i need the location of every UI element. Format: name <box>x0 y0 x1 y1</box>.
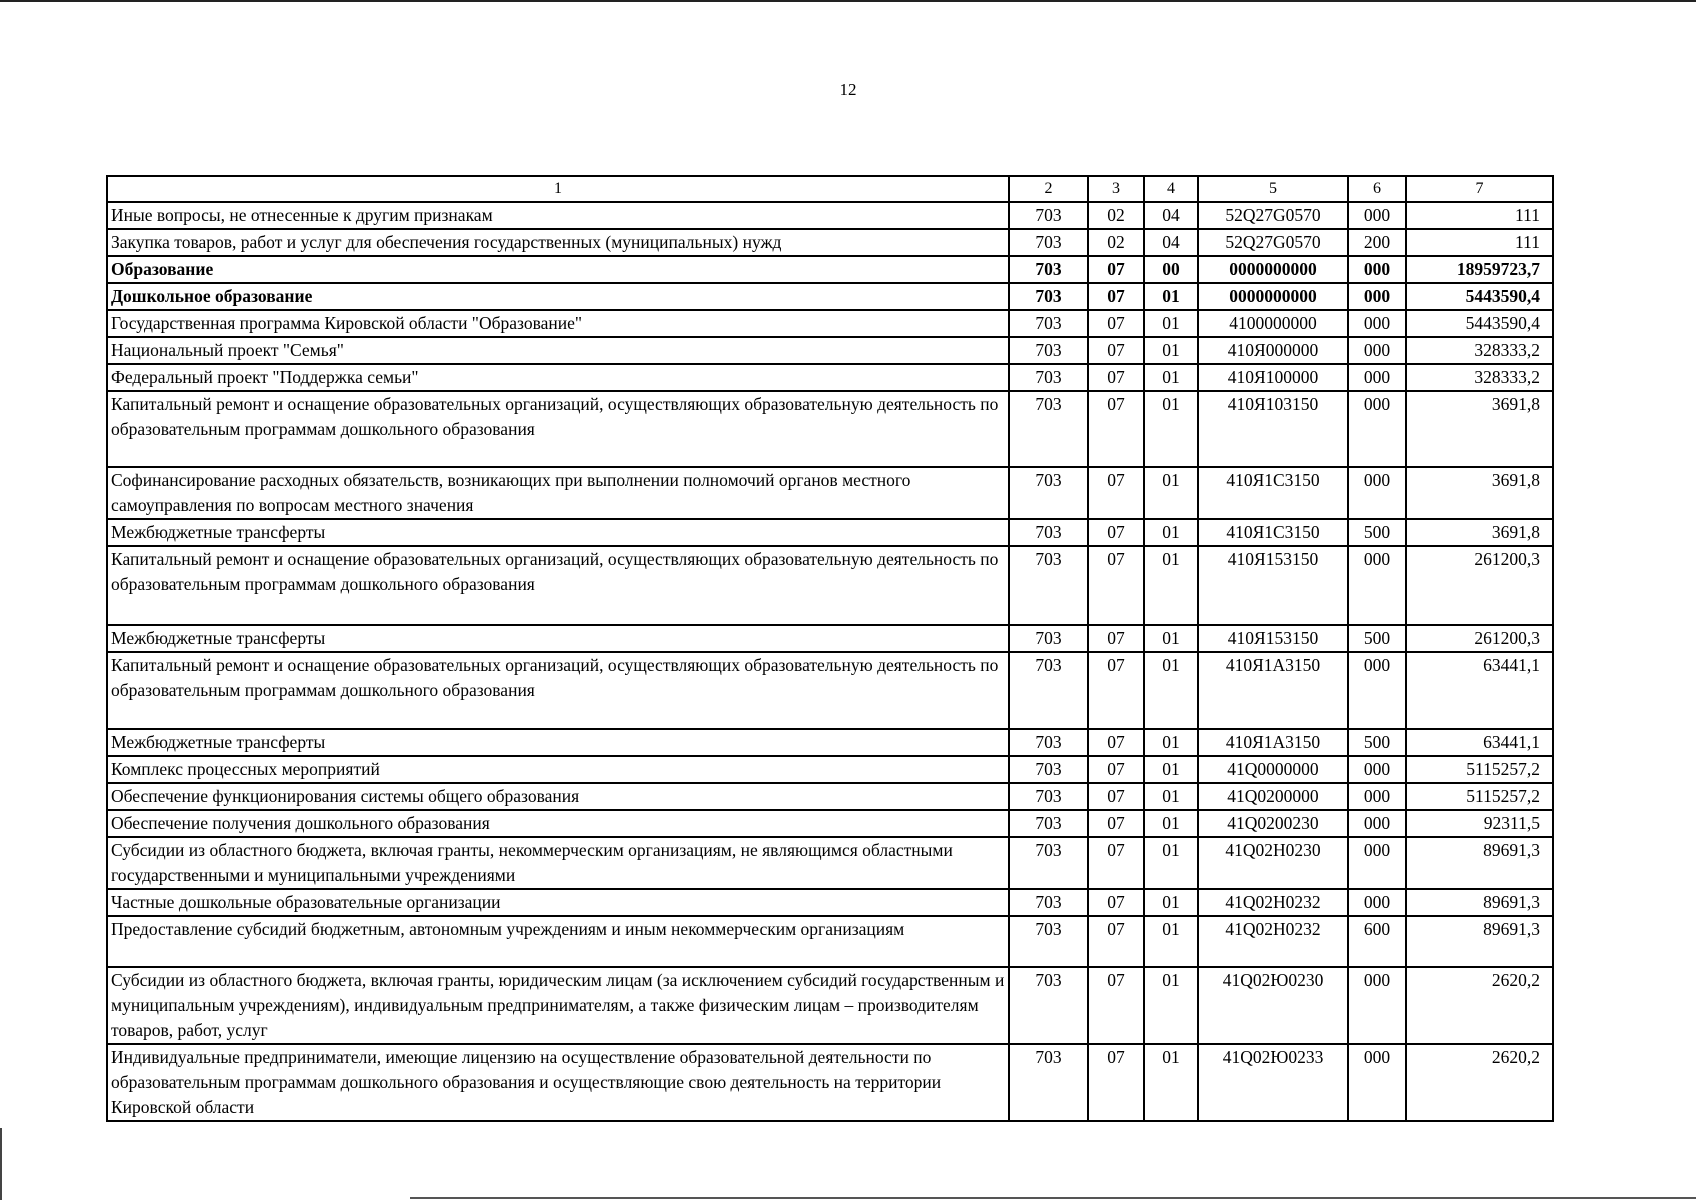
row-target-article-cell: 410Я000000 <box>1198 337 1348 364</box>
row-ved-cell: 703 <box>1009 310 1088 337</box>
row-expense-type-cell: 000 <box>1348 837 1406 889</box>
header-col-7: 7 <box>1406 176 1553 202</box>
row-subsection-cell: 00 <box>1144 256 1198 283</box>
row-subsection-cell: 04 <box>1144 202 1198 229</box>
row-amount-cell: 3691,8 <box>1406 519 1553 546</box>
row-expense-type-cell: 000 <box>1348 310 1406 337</box>
row-amount-cell: 89691,3 <box>1406 916 1553 967</box>
row-name-cell: Обеспечение получения дошкольного образования <box>107 810 1009 837</box>
row-name-cell: Субсидии из областного бюджета, включая гранты, юридическим лицам (за исключением субсидий государственным и муниципальным учреждениям), индивидуальным предпринимателям, а также физическим лицам – производителям товаров, работ, услуг <box>107 967 1009 1044</box>
scan-edge-top <box>0 0 1696 2</box>
row-section-cell: 07 <box>1088 889 1144 916</box>
row-ved-cell: 703 <box>1009 391 1088 467</box>
row-subsection-cell: 01 <box>1144 837 1198 889</box>
table-row <box>107 810 1553 837</box>
row-subsection-cell: 01 <box>1144 810 1198 837</box>
row-expense-type-cell: 000 <box>1348 889 1406 916</box>
row-amount-cell: 3691,8 <box>1406 391 1553 467</box>
row-expense-type-cell: 000 <box>1348 283 1406 310</box>
page-number: 12 <box>839 80 857 99</box>
row-amount-cell: 328333,2 <box>1406 337 1553 364</box>
row-target-article-cell: 410Я100000 <box>1198 364 1348 391</box>
row-target-article-cell: 0000000000 <box>1198 283 1348 310</box>
row-amount-cell: 5115257,2 <box>1406 783 1553 810</box>
row-subsection-cell: 01 <box>1144 310 1198 337</box>
table-row <box>107 467 1553 519</box>
row-name-cell: Дошкольное образование <box>107 283 1009 310</box>
table-row <box>107 729 1553 756</box>
row-amount-cell: 111 <box>1406 202 1553 229</box>
header-col-3: 3 <box>1088 176 1144 202</box>
row-amount-cell: 5443590,4 <box>1406 310 1553 337</box>
row-name-cell: Капитальный ремонт и оснащение образовательных организаций, осуществляющих образовательную деятельность по образовательным программам дошкольного образования <box>107 546 1009 625</box>
row-name-cell: Комплекс процессных мероприятий <box>107 756 1009 783</box>
header-col-5: 5 <box>1198 176 1348 202</box>
row-amount-cell: 5443590,4 <box>1406 283 1553 310</box>
row-amount-cell: 261200,3 <box>1406 546 1553 625</box>
table-row <box>107 783 1553 810</box>
row-subsection-cell: 01 <box>1144 756 1198 783</box>
budget-table <box>106 175 1554 1122</box>
row-ved-cell: 703 <box>1009 202 1088 229</box>
row-section-cell: 07 <box>1088 625 1144 652</box>
row-section-cell: 07 <box>1088 364 1144 391</box>
header-col-2: 2 <box>1009 176 1088 202</box>
row-amount-cell: 92311,5 <box>1406 810 1553 837</box>
table-row <box>107 889 1553 916</box>
row-subsection-cell: 01 <box>1144 652 1198 729</box>
row-expense-type-cell: 600 <box>1348 916 1406 967</box>
row-name-cell: Индивидуальные предприниматели, имеющие лицензию на осуществление образовательной деятельности по образовательным программам дошкольного образования и осуществляющие свою деятельность на территории Кировской области <box>107 1044 1009 1121</box>
table-row <box>107 256 1553 283</box>
row-ved-cell: 703 <box>1009 652 1088 729</box>
row-section-cell: 07 <box>1088 391 1144 467</box>
row-amount-cell: 18959723,7 <box>1406 256 1553 283</box>
row-expense-type-cell: 200 <box>1348 229 1406 256</box>
row-subsection-cell: 01 <box>1144 364 1198 391</box>
table-row <box>107 652 1553 729</box>
row-expense-type-cell: 000 <box>1348 546 1406 625</box>
row-name-cell: Межбюджетные трансферты <box>107 625 1009 652</box>
row-ved-cell: 703 <box>1009 519 1088 546</box>
row-target-article-cell: 4100000000 <box>1198 310 1348 337</box>
row-target-article-cell: 410Я1С3150 <box>1198 467 1348 519</box>
row-expense-type-cell: 000 <box>1348 337 1406 364</box>
row-section-cell: 07 <box>1088 967 1144 1044</box>
row-amount-cell: 3691,8 <box>1406 467 1553 519</box>
row-name-cell: Межбюджетные трансферты <box>107 729 1009 756</box>
table-row <box>107 837 1553 889</box>
row-amount-cell: 328333,2 <box>1406 364 1553 391</box>
table-body <box>107 202 1553 1121</box>
row-subsection-cell: 04 <box>1144 229 1198 256</box>
row-target-article-cell: 410Я1А3150 <box>1198 652 1348 729</box>
table-row <box>107 1044 1553 1121</box>
row-ved-cell: 703 <box>1009 467 1088 519</box>
row-section-cell: 07 <box>1088 756 1144 783</box>
table-row <box>107 625 1553 652</box>
row-section-cell: 07 <box>1088 467 1144 519</box>
row-expense-type-cell: 000 <box>1348 652 1406 729</box>
row-section-cell: 07 <box>1088 810 1144 837</box>
row-section-cell: 07 <box>1088 729 1144 756</box>
row-name-cell: Предоставление субсидий бюджетным, автономным учреждениям и иным некоммерческим организациям <box>107 916 1009 967</box>
row-target-article-cell: 0000000000 <box>1198 256 1348 283</box>
row-subsection-cell: 01 <box>1144 283 1198 310</box>
row-section-cell: 07 <box>1088 1044 1144 1121</box>
row-ved-cell: 703 <box>1009 337 1088 364</box>
row-subsection-cell: 01 <box>1144 889 1198 916</box>
row-expense-type-cell: 500 <box>1348 519 1406 546</box>
row-expense-type-cell: 000 <box>1348 467 1406 519</box>
row-ved-cell: 703 <box>1009 229 1088 256</box>
table-row <box>107 283 1553 310</box>
header-col-1: 1 <box>107 176 1009 202</box>
row-target-article-cell: 41Q02Н0232 <box>1198 916 1348 967</box>
row-ved-cell: 703 <box>1009 916 1088 967</box>
row-subsection-cell: 01 <box>1144 916 1198 967</box>
scan-edge-left <box>0 1128 2 1200</box>
table-row <box>107 202 1553 229</box>
row-subsection-cell: 01 <box>1144 337 1198 364</box>
row-section-cell: 07 <box>1088 337 1144 364</box>
row-target-article-cell: 52Q27G0570 <box>1198 229 1348 256</box>
row-subsection-cell: 01 <box>1144 1044 1198 1121</box>
row-ved-cell: 703 <box>1009 756 1088 783</box>
row-amount-cell: 89691,3 <box>1406 889 1553 916</box>
row-target-article-cell: 410Я153150 <box>1198 625 1348 652</box>
row-name-cell: Иные вопросы, не отнесенные к другим признакам <box>107 202 1009 229</box>
row-section-cell: 07 <box>1088 283 1144 310</box>
row-ved-cell: 703 <box>1009 256 1088 283</box>
table-row <box>107 310 1553 337</box>
row-target-article-cell: 41Q02Ю0233 <box>1198 1044 1348 1121</box>
row-target-article-cell: 410Я103150 <box>1198 391 1348 467</box>
row-section-cell: 07 <box>1088 256 1144 283</box>
row-section-cell: 07 <box>1088 837 1144 889</box>
row-target-article-cell: 41Q02Ю0230 <box>1198 967 1348 1044</box>
row-expense-type-cell: 000 <box>1348 783 1406 810</box>
row-target-article-cell: 410Я153150 <box>1198 546 1348 625</box>
row-section-cell: 07 <box>1088 519 1144 546</box>
row-amount-cell: 89691,3 <box>1406 837 1553 889</box>
row-target-article-cell: 41Q02Н0232 <box>1198 889 1348 916</box>
row-subsection-cell: 01 <box>1144 546 1198 625</box>
row-expense-type-cell: 000 <box>1348 1044 1406 1121</box>
row-expense-type-cell: 000 <box>1348 756 1406 783</box>
row-amount-cell: 5115257,2 <box>1406 756 1553 783</box>
row-ved-cell: 703 <box>1009 967 1088 1044</box>
row-ved-cell: 703 <box>1009 889 1088 916</box>
row-section-cell: 07 <box>1088 652 1144 729</box>
header-col-6: 6 <box>1348 176 1406 202</box>
scan-edge-bottom <box>410 1197 1696 1199</box>
table-row <box>107 391 1553 467</box>
table-row <box>107 229 1553 256</box>
row-name-cell: Образование <box>107 256 1009 283</box>
row-target-article-cell: 41Q0200000 <box>1198 783 1348 810</box>
row-amount-cell: 63441,1 <box>1406 729 1553 756</box>
row-name-cell: Межбюджетные трансферты <box>107 519 1009 546</box>
row-target-article-cell: 41Q0000000 <box>1198 756 1348 783</box>
table-row <box>107 967 1553 1044</box>
row-subsection-cell: 01 <box>1144 783 1198 810</box>
table-row <box>107 364 1553 391</box>
row-expense-type-cell: 000 <box>1348 256 1406 283</box>
row-expense-type-cell: 000 <box>1348 202 1406 229</box>
row-amount-cell: 63441,1 <box>1406 652 1553 729</box>
row-target-article-cell: 410Я1С3150 <box>1198 519 1348 546</box>
row-section-cell: 07 <box>1088 916 1144 967</box>
row-ved-cell: 703 <box>1009 283 1088 310</box>
row-name-cell: Капитальный ремонт и оснащение образовательных организаций, осуществляющих образовательную деятельность по образовательным программам дошкольного образования <box>107 652 1009 729</box>
row-target-article-cell: 410Я1А3150 <box>1198 729 1348 756</box>
row-expense-type-cell: 000 <box>1348 967 1406 1044</box>
row-subsection-cell: 01 <box>1144 729 1198 756</box>
row-subsection-cell: 01 <box>1144 467 1198 519</box>
row-ved-cell: 703 <box>1009 546 1088 625</box>
row-amount-cell: 261200,3 <box>1406 625 1553 652</box>
row-name-cell: Федеральный проект "Поддержка семьи" <box>107 364 1009 391</box>
table-row <box>107 546 1553 625</box>
table-row <box>107 519 1553 546</box>
row-name-cell: Частные дошкольные образовательные организации <box>107 889 1009 916</box>
row-section-cell: 07 <box>1088 783 1144 810</box>
row-name-cell: Государственная программа Кировской области "Образование" <box>107 310 1009 337</box>
row-name-cell: Закупка товаров, работ и услуг для обеспечения государственных (муниципальных) нужд <box>107 229 1009 256</box>
row-name-cell: Капитальный ремонт и оснащение образовательных организаций, осуществляющих образовательную деятельность по образовательным программам дошкольного образования <box>107 391 1009 467</box>
table-row <box>107 337 1553 364</box>
row-amount-cell: 2620,2 <box>1406 967 1553 1044</box>
row-subsection-cell: 01 <box>1144 519 1198 546</box>
row-name-cell: Обеспечение функционирования системы общего образования <box>107 783 1009 810</box>
table-row <box>107 756 1553 783</box>
row-ved-cell: 703 <box>1009 783 1088 810</box>
table-header-row <box>107 176 1553 202</box>
table-row <box>107 916 1553 967</box>
row-name-cell: Национальный проект "Семья" <box>107 337 1009 364</box>
row-subsection-cell: 01 <box>1144 391 1198 467</box>
row-subsection-cell: 01 <box>1144 625 1198 652</box>
row-target-article-cell: 52Q27G0570 <box>1198 202 1348 229</box>
row-section-cell: 07 <box>1088 546 1144 625</box>
row-section-cell: 02 <box>1088 202 1144 229</box>
row-expense-type-cell: 000 <box>1348 364 1406 391</box>
row-expense-type-cell: 000 <box>1348 391 1406 467</box>
row-expense-type-cell: 500 <box>1348 729 1406 756</box>
row-section-cell: 02 <box>1088 229 1144 256</box>
row-ved-cell: 703 <box>1009 1044 1088 1121</box>
row-ved-cell: 703 <box>1009 625 1088 652</box>
row-ved-cell: 703 <box>1009 810 1088 837</box>
row-expense-type-cell: 000 <box>1348 810 1406 837</box>
row-ved-cell: 703 <box>1009 837 1088 889</box>
row-name-cell: Субсидии из областного бюджета, включая гранты, некоммерческим организациям, не являющимся областными государственными и муниципальными учреждениями <box>107 837 1009 889</box>
row-amount-cell: 2620,2 <box>1406 1044 1553 1121</box>
row-ved-cell: 703 <box>1009 729 1088 756</box>
row-expense-type-cell: 500 <box>1348 625 1406 652</box>
row-section-cell: 07 <box>1088 310 1144 337</box>
row-target-article-cell: 41Q02Н0230 <box>1198 837 1348 889</box>
row-target-article-cell: 41Q0200230 <box>1198 810 1348 837</box>
row-amount-cell: 111 <box>1406 229 1553 256</box>
row-ved-cell: 703 <box>1009 364 1088 391</box>
header-col-4: 4 <box>1144 176 1198 202</box>
row-subsection-cell: 01 <box>1144 967 1198 1044</box>
row-name-cell: Софинансирование расходных обязательств, возникающих при выполнении полномочий органов местного самоуправления по вопросам местного значения <box>107 467 1009 519</box>
